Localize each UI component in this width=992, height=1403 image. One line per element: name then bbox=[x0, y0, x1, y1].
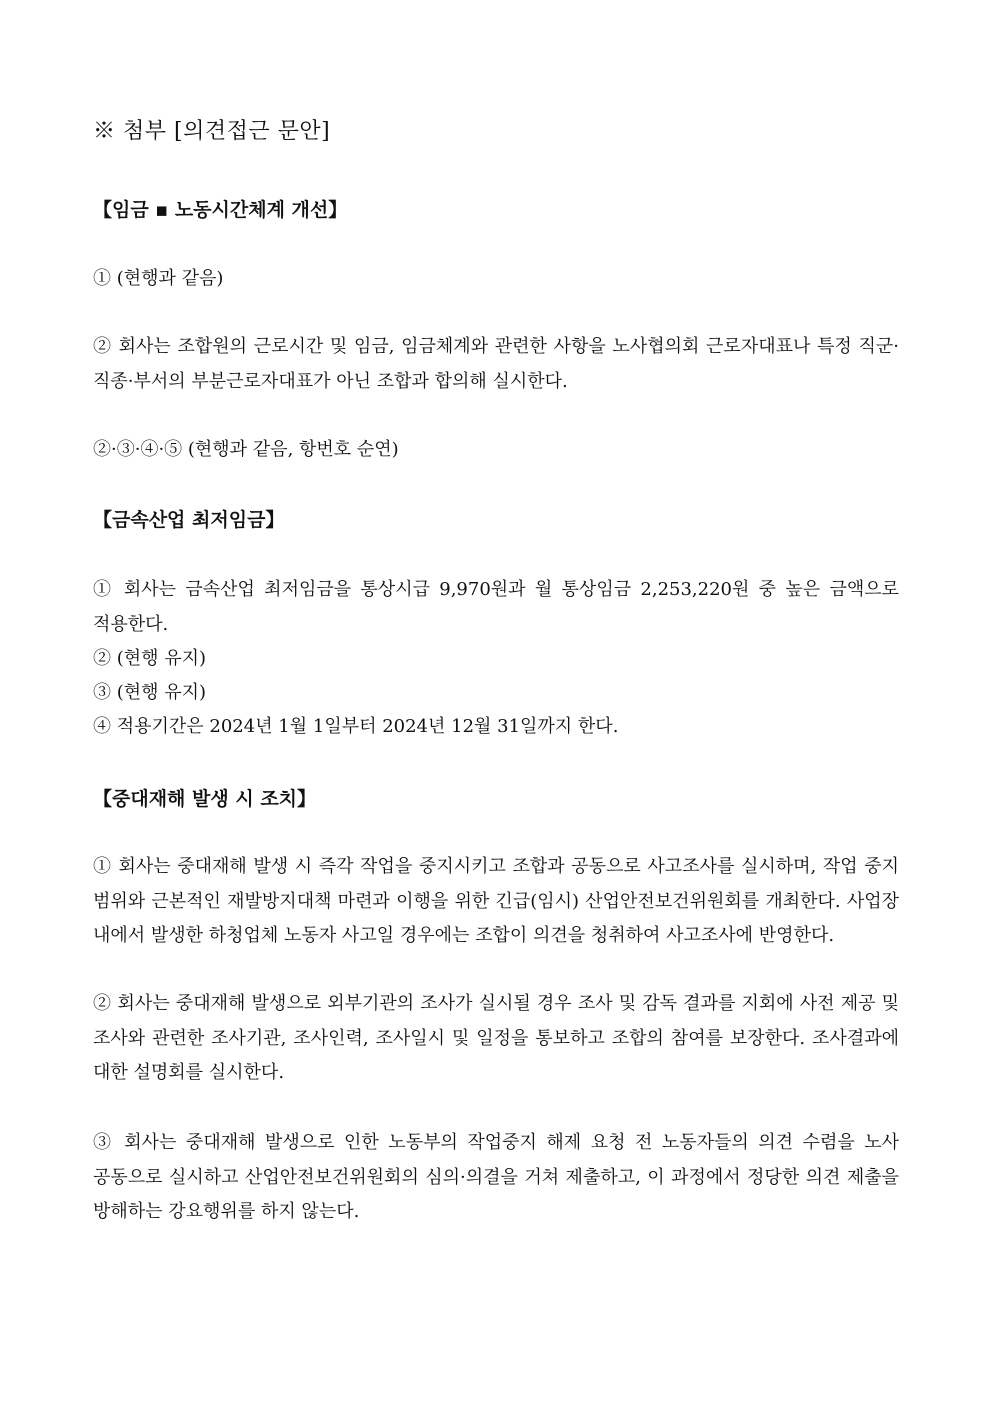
paragraph: ① 회사는 중대재해 발생 시 즉각 작업을 중지시키고 조합과 공동으로 사고조사를 실시하며, 작업 중지 범위와 근본적인 재발방지대책 마련과 이행을 위한 긴급(임시) 산업안전보건위원회를 개최한다. 사업장 내에서 발생한 하청업체 노동자 사고일 경우에는 조합이 의견을 청취하여 사고조사에 반영한다. bbox=[93, 856, 899, 946]
section-heading-wage: 【임금 ▪ 노동시간체계 개선】 bbox=[93, 199, 348, 221]
paragraph: ② (현행 유지) bbox=[93, 648, 207, 669]
section-heading-minimum-wage: 【금속산업 최저임금】 bbox=[93, 509, 285, 531]
attachment-title: ※ 첨부 [의견접근 문안] bbox=[93, 119, 331, 144]
paragraph: ① (현행과 같음) bbox=[93, 268, 224, 289]
paragraph: ②·③·④·⑤ (현행과 같음, 항번호 순연) bbox=[93, 439, 399, 460]
paragraph: ① 회사는 금속산업 최저임금을 통상시급 9,970원과 월 통상임금 2,253,220원 중 높은 금액으로 적용한다. bbox=[93, 579, 899, 635]
paragraph: ② 회사는 중대재해 발생으로 외부기관의 조사가 실시될 경우 조사 및 감독 결과를 지회에 사전 제공 및 조사와 관련한 조사기관, 조사인력, 조사일시 및 일정을 통보하고 조합의 참여를 보장한다. 조사결과에 대한 설명회를 실시한다. bbox=[93, 993, 899, 1083]
paragraph: ④ 적용기간은 2024년 1월 1일부터 2024년 12월 31일까지 한다. bbox=[93, 716, 619, 737]
paragraph: ② 회사는 조합원의 근로시간 및 임금, 임금체계와 관련한 사항을 노사협의회 근로자대표나 특정 직군·직종·부서의 부분근로자대표가 아닌 조합과 합의해 실시한다. bbox=[93, 336, 899, 392]
paragraph: ③ (현행 유지) bbox=[93, 682, 207, 703]
paragraph: ③ 회사는 중대재해 발생으로 인한 노동부의 작업중지 해제 요청 전 노동자들의 의견 수렴을 노사 공동으로 실시하고 산업안전보건위원회의 심의·의결을 거쳐 제출하고, 이 과정에서 정당한 의견 제출을 방해하는 강요행위를 하지 않는다. bbox=[93, 1132, 899, 1222]
section-heading-serious-accident: 【중대재해 발생 시 조치】 bbox=[93, 788, 317, 810]
